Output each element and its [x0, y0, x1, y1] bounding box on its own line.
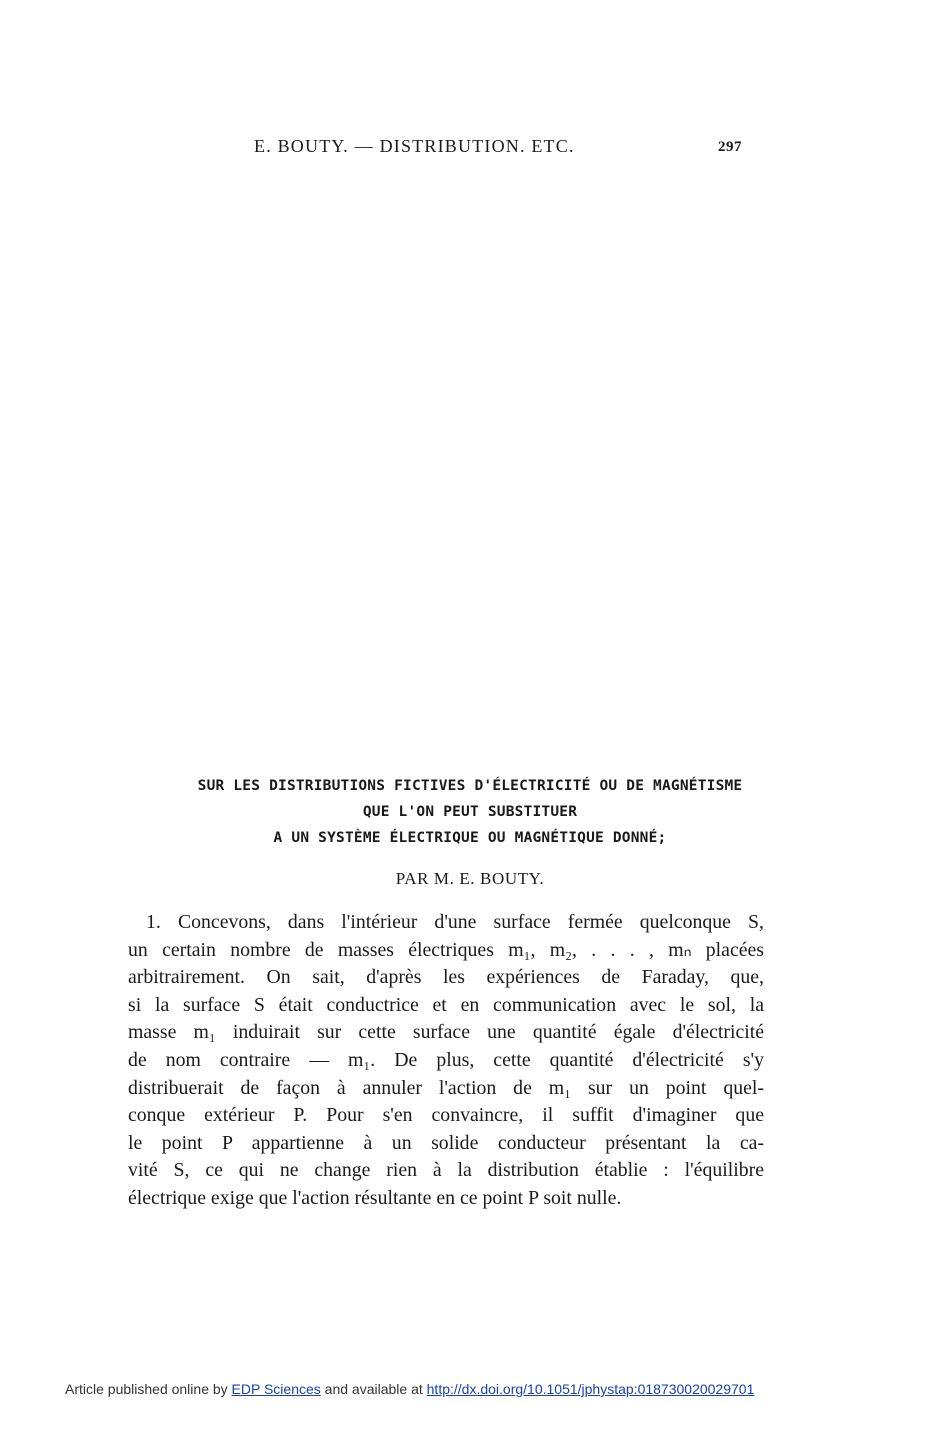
body-line: si la surface S était conductrice et en communication avec le sol, la: [128, 993, 764, 1016]
body-line: masse m₁ induirait sur cette surface une quantité égale d'électricité: [128, 1021, 764, 1044]
footer-prefix: Article published online by: [65, 1381, 228, 1397]
body-line: électrique exige que l'action résultante en ce point P soit nulle.: [128, 1186, 622, 1209]
footer-middle: and available at: [324, 1381, 423, 1397]
title-line: SUR LES DISTRIBUTIONS FICTIVES D'ÉLECTRICITÉ OU DE MAGNÉTISME: [197, 778, 743, 794]
body-line: distribuerait de façon à annuler l'action de m₁ sur un point quel-: [128, 1076, 764, 1099]
running-head: E. BOUTY. — DISTRIBUTION. ETC.: [254, 136, 575, 156]
body-line: 1. Concevons, dans l'intérieur d'une surface fermée quelconque S,: [146, 911, 764, 933]
body-line: arbitrairement. On sait, d'après les expériences de Faraday, que,: [128, 966, 764, 989]
title-line: QUE L'ON PEUT SUBSTITUER: [362, 804, 578, 820]
body-paragraph: [128, 909, 764, 1213]
body-line: le point P appartienne à un solide conducteur présentant la ca-: [128, 1131, 764, 1154]
body-line: de nom contraire — m₁. De plus, cette quantité d'électricité s'y: [128, 1048, 764, 1071]
title-line: A UN SYSTÈME ÉLECTRIQUE OU MAGNÉTIQUE DONNÉ;: [273, 830, 667, 846]
body-line: un certain nombre de masses électriques m₁, m₂, . . . , mₙ placées: [128, 938, 764, 961]
article-title: [100, 773, 840, 851]
body-line: conque extérieur P. Pour s'en convaincre, il suffit d'imaginer que: [128, 1104, 764, 1127]
author-byline: PAR M. E. BOUTY.: [395, 869, 545, 888]
publication-footer: [65, 1381, 754, 1397]
doi-link[interactable]: http://dx.doi.org/10.1051/jphystap:018730020029701: [426, 1381, 755, 1397]
page-number: 297: [718, 139, 742, 155]
publisher-link[interactable]: EDP Sciences: [231, 1381, 321, 1397]
body-line: vité S, ce qui ne change rien à la distribution établie : l'équilibre: [128, 1159, 764, 1182]
